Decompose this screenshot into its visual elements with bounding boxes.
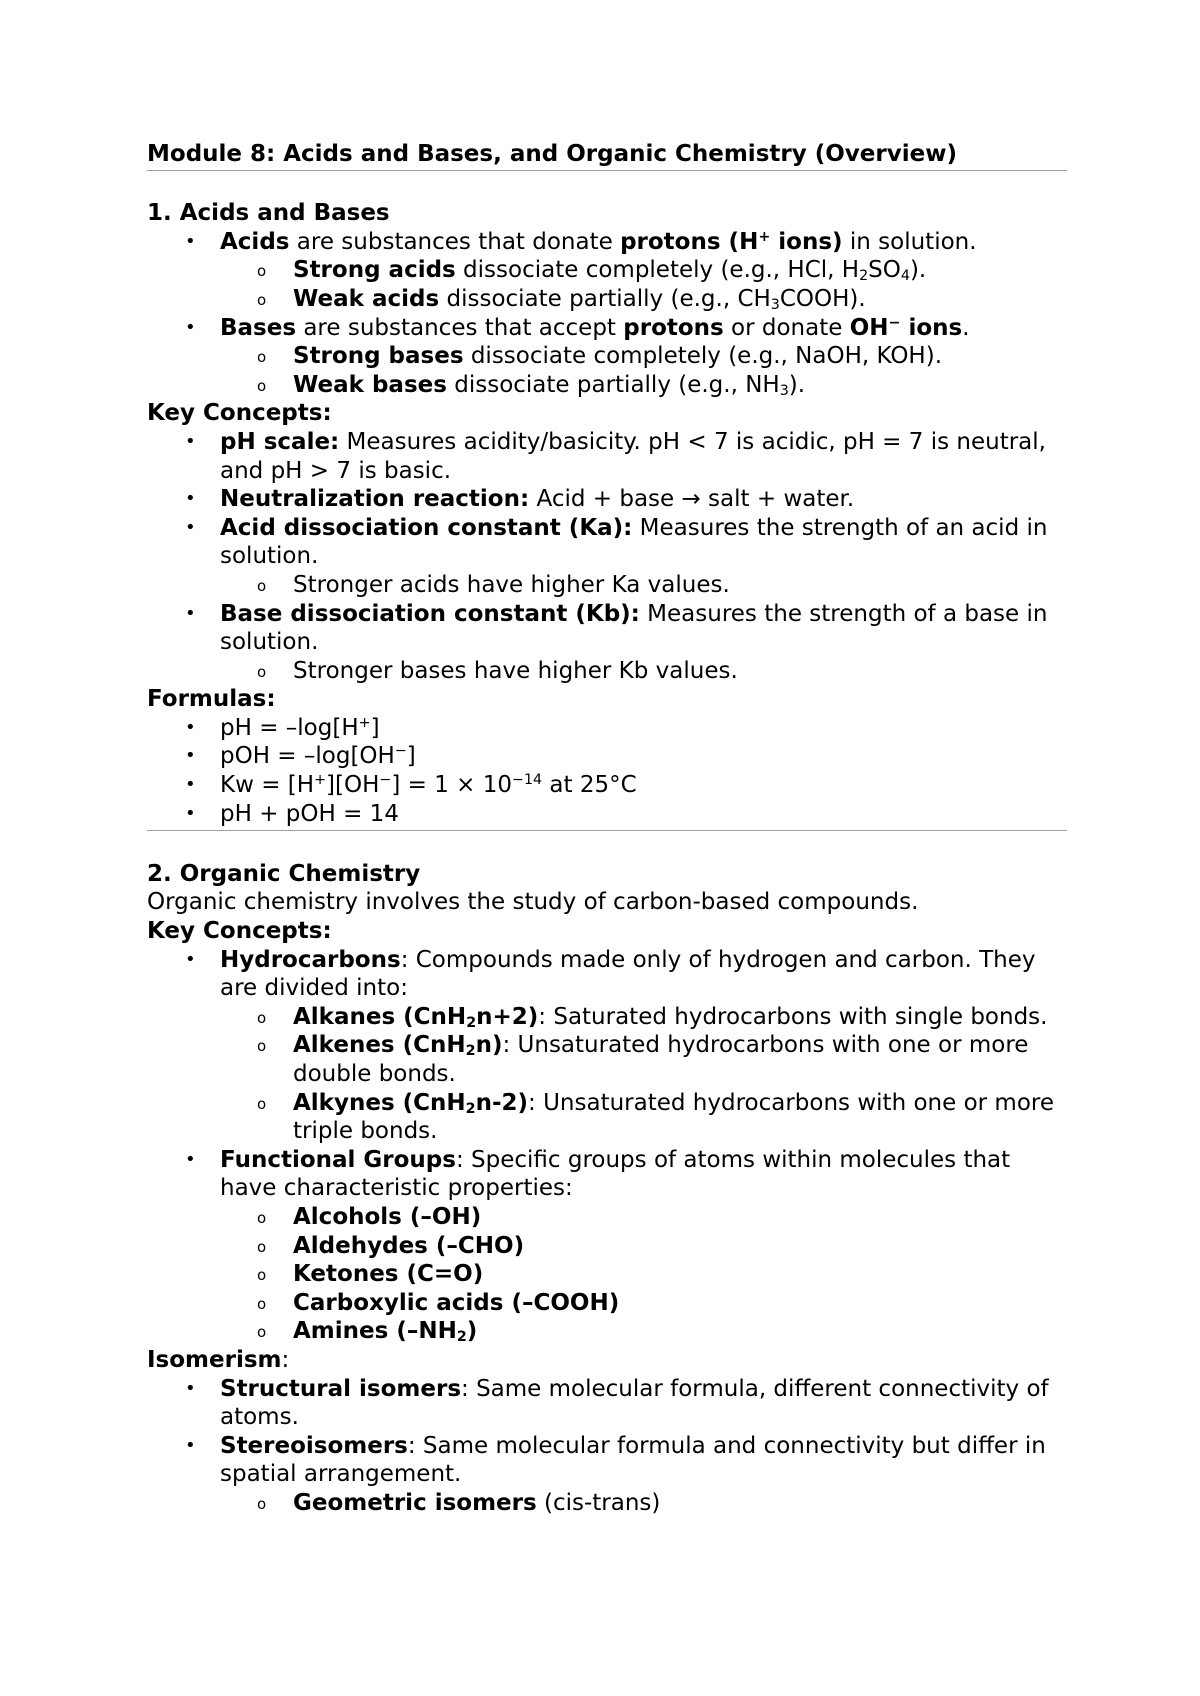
formulas-list xyxy=(147,714,1067,828)
list-item-kb: • Base dissociation constant (Kb): Measures the strength of a base in solution. o Stronger bases have higher Kb values. xyxy=(147,600,1067,686)
list-item-geometric: o Geometric isomers (cis-trans) xyxy=(220,1489,1067,1518)
bullet-icon: • xyxy=(185,948,196,970)
organic-key-concepts-list xyxy=(147,946,1067,1346)
sub-bullet-icon: o xyxy=(257,1208,267,1227)
list-item-weak-bases: o Weak bases dissociate partially (e.g., $NH_3$). xyxy=(257,371,806,399)
key-concepts-heading: Key Concepts: xyxy=(147,400,332,427)
formula-poh: • pOH = –log[OH−] xyxy=(185,743,416,770)
sub-bullet-icon: o xyxy=(257,576,267,595)
list-item-ketones: o Ketones (C=O) xyxy=(220,1260,1067,1289)
sub-bullet-icon: o xyxy=(257,1494,267,1513)
list-item-alkenes: o Alkenes (CnH$_2$n): Unsaturated hydrocarbons with one or more double bonds. xyxy=(257,1032,1029,1087)
list-item-ph-scale: • pH scale: Measures acidity/basicity. pH < 7 is acidic, pH = 7 is neutral, and pH > 7 is basic. xyxy=(185,428,1046,484)
bullet-icon: • xyxy=(185,230,196,252)
sub-bullet-icon: o xyxy=(257,1094,267,1113)
document-title: Module 8: Acids and Bases, and Organic Chemistry (Overview) xyxy=(147,141,957,167)
isomerism-heading: Isomerism: xyxy=(147,1346,290,1373)
list-item-stereo: • Stereoisomers: Same molecular formula and connectivity but differ in spatial arrangement. o Geometric isomers (cis-trans) xyxy=(147,1432,1067,1518)
sub-bullet-icon: o xyxy=(257,348,267,367)
sub-bullet-icon: o xyxy=(257,662,267,681)
sub-bullet-icon: o xyxy=(257,1266,267,1285)
list-item-weak-acids: o Weak acids dissociate partially (e.g., $CH_3COOH$). xyxy=(257,285,866,313)
list-item-alkanes: o Alkanes (CnH$_2$n+2): Saturated hydrocarbons with single bonds. xyxy=(257,1003,1048,1031)
formula-ph: • pH = –log[H+] xyxy=(185,714,380,741)
key-concepts-list xyxy=(147,428,1067,685)
list-item-alkynes: o Alkynes (CnH$_2$n-2): Unsaturated hydrocarbons with one or more triple bonds. xyxy=(257,1089,1054,1145)
document-page xyxy=(147,140,1067,1518)
bullet-icon: • xyxy=(185,316,196,338)
bullet-icon: • xyxy=(185,1377,196,1399)
list-item-kb-note: o Stronger bases have higher Kb values. xyxy=(220,657,1067,686)
sub-bullet-icon: o xyxy=(257,1323,267,1342)
formula-ph-poh: • pH + pOH = 14 xyxy=(185,800,399,827)
bullet-icon: • xyxy=(185,516,196,538)
sub-bullet-icon: o xyxy=(257,1037,267,1056)
bullet-icon: • xyxy=(185,716,196,738)
list-item-acids: • Acids are substances that donate protons (H+ ions) in solution. o Strong acids dissociate completely (e.g., HCl, $H_2SO_4$). o Weak acids dissociate partially (e.g., $CH_3COOH$). xyxy=(147,228,1067,314)
sub-bullet-icon: o xyxy=(257,1237,267,1256)
list-item-alcohols: o Alcohols (–OH) xyxy=(220,1203,1067,1232)
list-item-strong-bases: o Strong bases dissociate completely (e.g., NaOH, KOH). xyxy=(220,342,1067,371)
bullet-icon: • xyxy=(185,745,196,767)
bullet-icon: • xyxy=(185,774,196,796)
organic-key-concepts-heading: Key Concepts: xyxy=(147,918,332,945)
list-item-carboxylic: o Carboxylic acids (–COOH) xyxy=(220,1289,1067,1318)
bullet-icon: • xyxy=(185,802,196,824)
list-item-aldehydes: o Aldehydes (–CHO) xyxy=(220,1232,1067,1261)
sub-bullet-icon: o xyxy=(257,376,267,395)
list-item-structural: • Structural isomers: Same molecular formula, different connectivity of atoms. xyxy=(185,1375,1049,1431)
list-item-neutralization: • Neutralization reaction: Acid + base → salt + water. xyxy=(185,486,855,513)
section-heading-acids-bases: 1. Acids and Bases xyxy=(147,200,390,227)
sub-bullet-icon: o xyxy=(257,290,267,309)
isomerism-list xyxy=(147,1375,1067,1518)
list-item-strong-acids: o Strong acids dissociate completely (e.g., HCl, $H_2SO_4$). xyxy=(257,257,927,285)
bullet-icon: • xyxy=(185,430,196,452)
list-item-functional-groups: • Functional Groups: Specific groups of atoms within molecules that have characteristic properties: o Alcohols (–OH) o Aldehydes (–CHO) o Ketones (C=O) o Carboxylic acids (–COOH) o Amines $(-NH_2)$ xyxy=(147,1146,1067,1346)
bullet-icon: • xyxy=(185,602,196,624)
list-item-ka: • Acid dissociation constant (Ka): Measures the strength of an acid in solution. o Stronger acids have higher Ka values. xyxy=(147,514,1067,600)
sub-bullet-icon: o xyxy=(257,262,267,281)
organic-intro: Organic chemistry involves the study of carbon-based compounds. xyxy=(147,889,919,916)
list-item-ka-note: o Stronger acids have higher Ka values. xyxy=(220,571,1067,600)
acids-bases-list xyxy=(147,228,1067,400)
list-item-bases: • Bases are substances that accept protons or donate OH− ions. o Strong bases dissociate completely (e.g., NaOH, KOH). o Weak bases dissociate partially (e.g., $NH_3$). xyxy=(147,314,1067,400)
sub-bullet-icon: o xyxy=(257,1294,267,1313)
bullet-icon: • xyxy=(185,1148,196,1170)
sub-bullet-icon: o xyxy=(257,1008,267,1027)
list-item-amines: o Amines $(-NH_2)$ xyxy=(257,1318,478,1346)
formulas-heading: Formulas: xyxy=(147,686,276,713)
bullet-icon: • xyxy=(185,1434,196,1456)
formula-kw: • $Kw = [H^+][OH^-] = 1 \times 10^{-14}$ at 25°C xyxy=(185,772,637,799)
bullet-icon: • xyxy=(185,488,196,510)
list-item-hydrocarbons: • Hydrocarbons: Compounds made only of hydrogen and carbon. They are divided into: o Alkanes (CnH$_2$n+2): Saturated hydrocarbons with single bonds. o Alkenes (CnH$_2$n): Unsaturated hydrocarbons with one or more double bonds. o Alkynes (CnH$_2$n-2): Unsaturated hydrocarbons with one or more triple bonds. xyxy=(147,946,1067,1146)
section-heading-organic: 2. Organic Chemistry xyxy=(147,860,421,887)
